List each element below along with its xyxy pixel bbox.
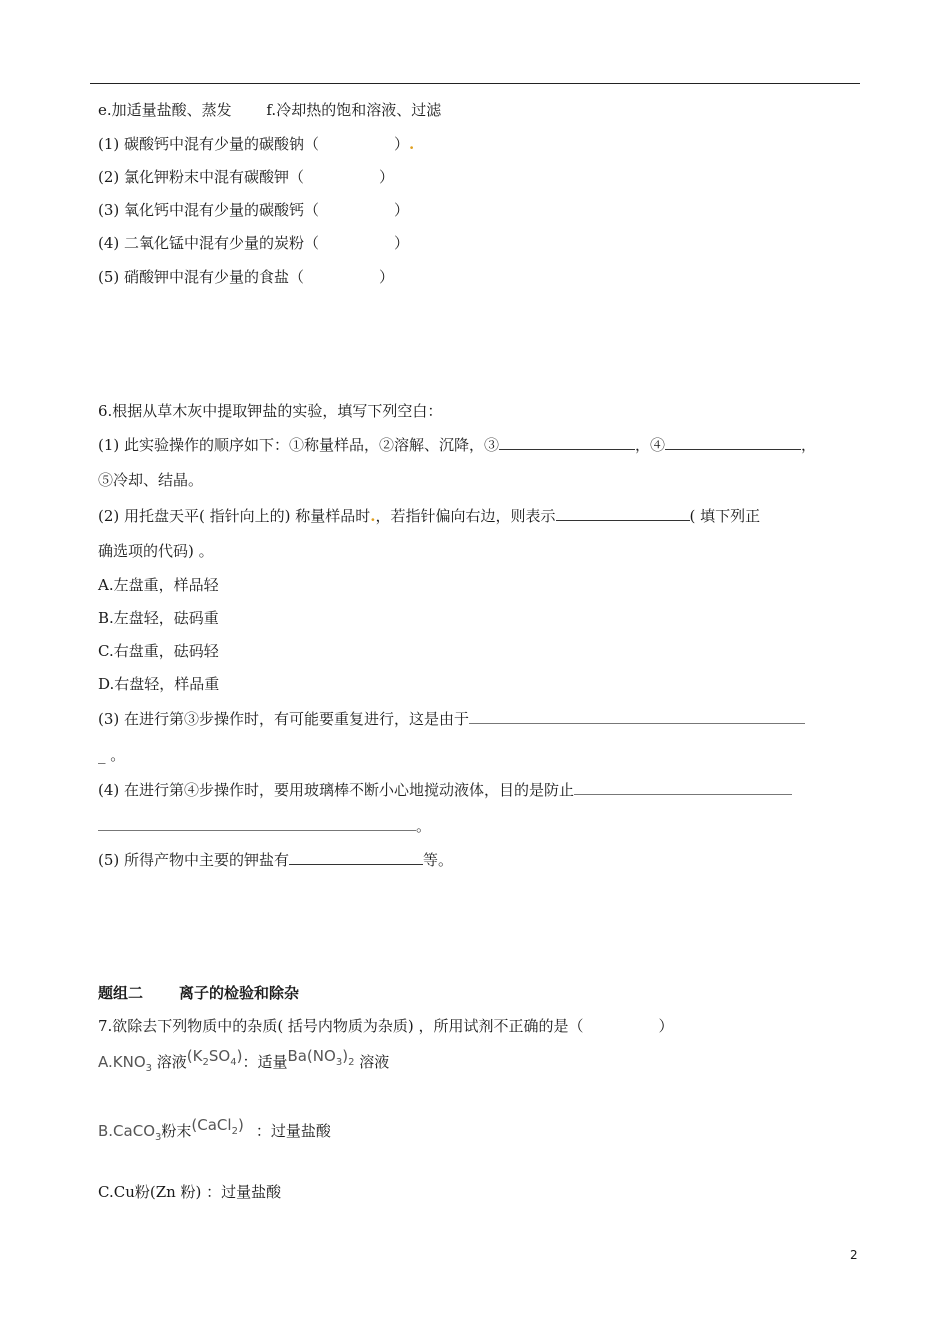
q6-part-1: (1) 此实验操作的顺序如下：①称量样品，②溶解、沉降，③ ，④ ， [98,436,817,454]
q6-option-a: A.左盘重，样品轻 [98,576,219,594]
q5-options-ef: e.加适量盐酸、蒸发 f.冷却热的饱和溶液、过滤 [98,101,442,119]
q6-part-3-cont: _ 。 [98,746,126,764]
answer-blank [289,849,423,865]
answer-blank [574,779,792,795]
q7-option-c: C.Cu粉(Zn 粉) ：过量盐酸 [98,1183,282,1201]
q6-part-3: (3) 在进行第③步操作时，有可能要重复进行，这是由于 [98,708,805,729]
marker-dot: . [370,507,376,525]
q6-part-4-cont: 。 [98,815,431,836]
q7-option-b: B.CaCO$_3$粉末(CaCl$_2$) ：过量盐酸 [98,1116,331,1143]
q6-part-2-cont: 确选项的代码) 。 [98,542,214,560]
q5-item-5: (5) 硝酸钾中混有少量的食盐（ ） [98,268,395,286]
answer-blank [469,708,805,724]
header-rule [90,83,860,84]
answer-blank [665,434,801,450]
q5-item-4: (4) 二氧化锰中混有少量的炭粉（ ） [98,234,410,252]
q5-item-1: (1) 碳酸钙中混有少量的碳酸钠（ ）. [98,135,415,153]
q7-title: 7.欲除去下列物质中的杂质( 括号内物质为杂质) ，所用试剂不正确的是（ ） [98,1017,674,1035]
q6-part-5: (5) 所得产物中主要的钾盐有 等。 [98,851,454,869]
answer-blank [499,434,635,450]
answer-blank [556,505,690,521]
group-heading: 题组二 离子的检验和除杂 [98,984,300,1002]
q6-option-b: B.左盘轻，砝码重 [98,609,219,627]
q6-option-c: C.右盘重，砝码轻 [98,642,219,660]
q6-part-4: (4) 在进行第④步操作时，要用玻璃棒不断小心地搅动液体，目的是防止 [98,779,792,800]
q6-option-d: D.右盘轻，样品重 [98,675,220,693]
page-number: 2 [850,1248,858,1262]
marker-dot: . [409,135,415,153]
q5-item-2: (2) 氯化钾粉末中混有碳酸钾（ ） [98,168,395,186]
q7-option-a: $A.KNO_3$ 溶液$(K_2SO_4)$：适量$Ba(NO_3)_2$ 溶液 [98,1047,390,1074]
q5-item-3: (3) 氧化钙中混有少量的碳酸钙（ ） [98,201,410,219]
q6-title: 6.根据从草木灰中提取钾盐的实验，填写下列空白： [98,402,443,420]
q6-part-2: (2) 用托盘天平( 指针向上的) 称量样品时.，若指针偏向右边，则表示 ( 填下列正 [98,507,761,525]
answer-blank [98,815,416,831]
q6-part-1-cont: ⑤冷却、结晶。 [98,471,204,489]
